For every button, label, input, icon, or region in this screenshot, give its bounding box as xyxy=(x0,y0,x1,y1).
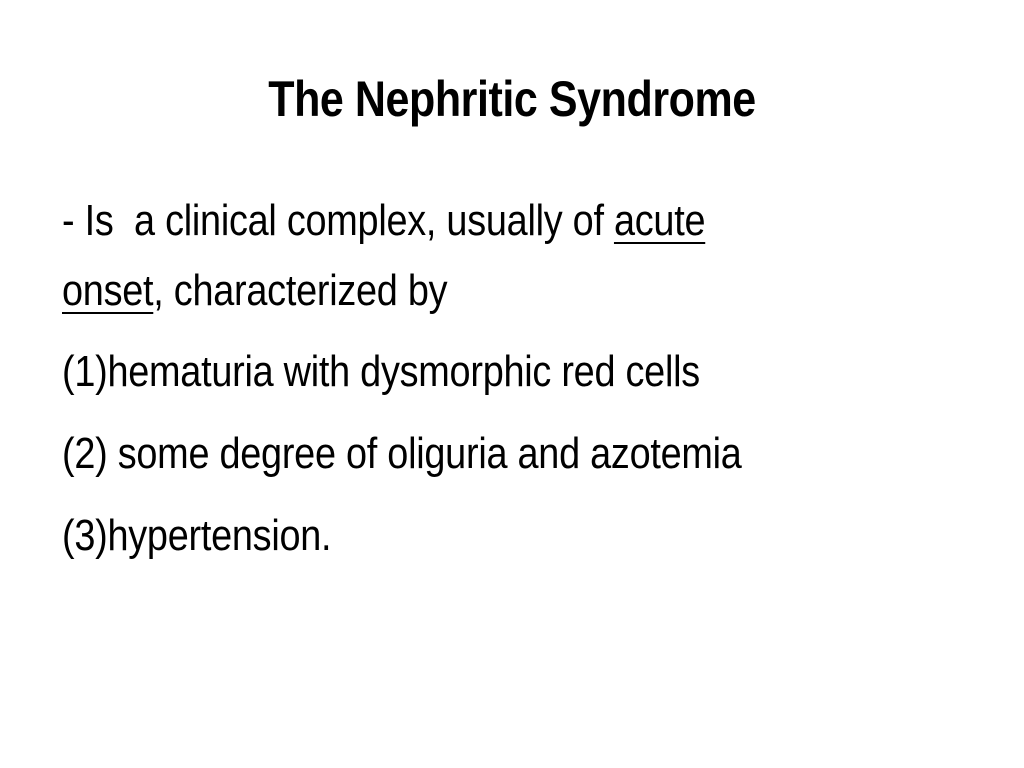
intro-text: - Is a clinical complex, usually of xyxy=(62,196,614,245)
underlined-term-acute: acute xyxy=(613,196,706,245)
intro-text-cont: , characterized by xyxy=(153,266,448,315)
list-item-2: (2) some degree of oliguria and azotemia xyxy=(62,429,742,478)
slide-body xyxy=(62,186,836,572)
intro-line-1 xyxy=(62,186,836,256)
list-item-1: (1)hematuria with dysmorphic red cells xyxy=(62,347,700,396)
underlined-term-onset: onset xyxy=(62,266,154,315)
slide-title: The Nephritic Syndrome xyxy=(268,71,756,127)
intro-line-2 xyxy=(62,256,836,326)
list-item-3: (3)hypertension. xyxy=(62,511,332,560)
